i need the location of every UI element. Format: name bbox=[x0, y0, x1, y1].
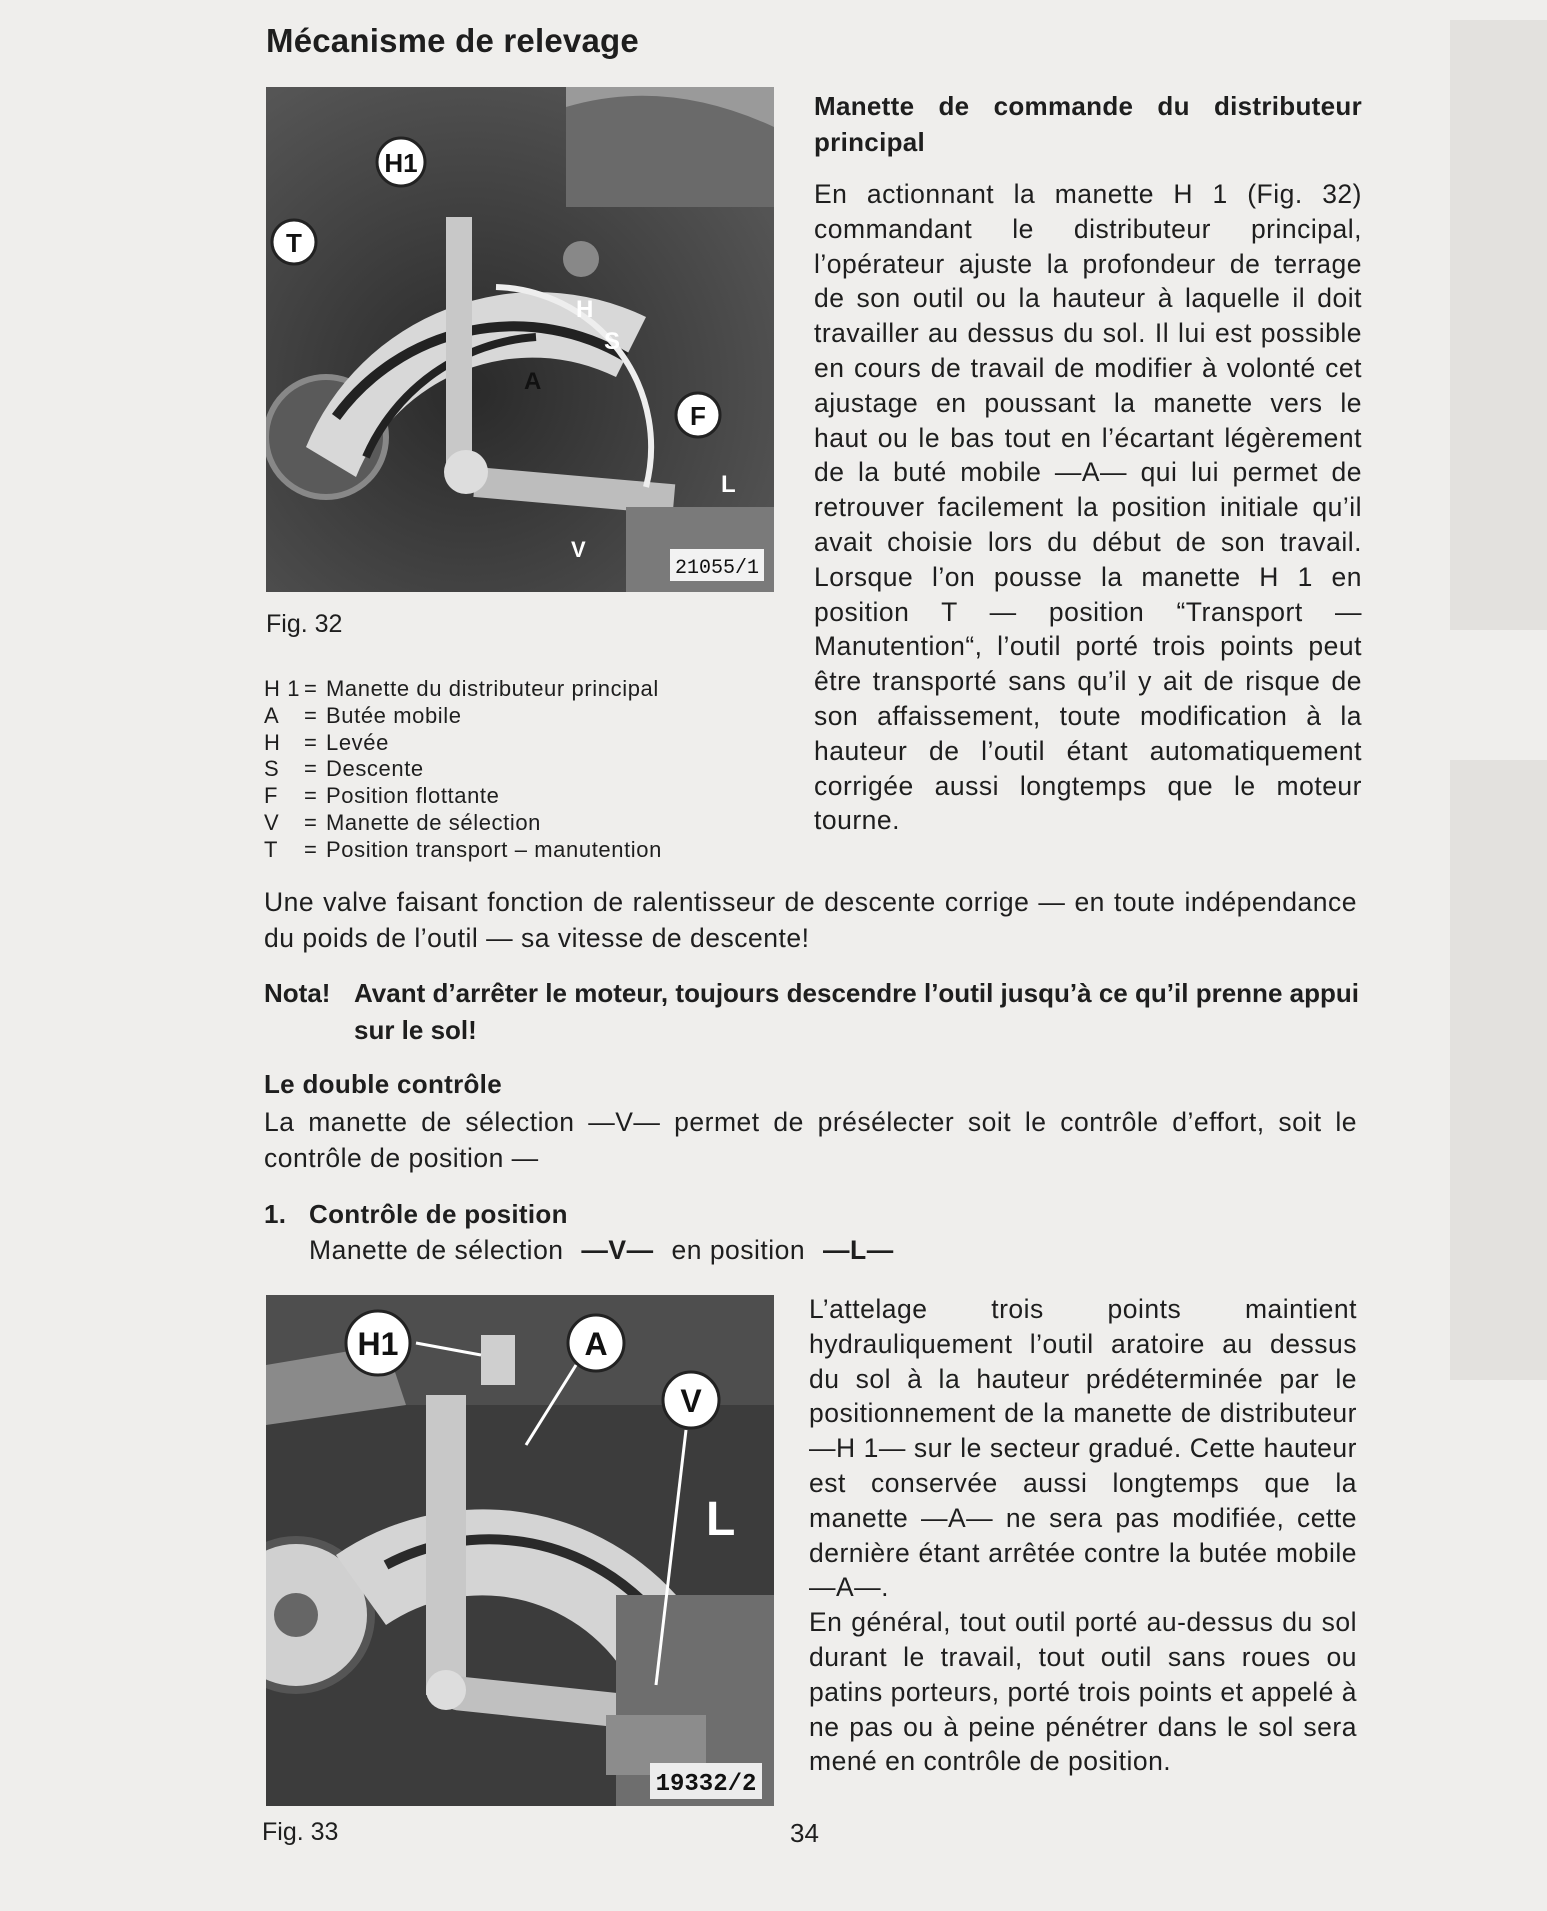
section-number: 1. bbox=[264, 1199, 287, 1229]
figure-32-caption: Fig. 32 bbox=[266, 610, 343, 638]
svg-text:L: L bbox=[706, 1493, 736, 1546]
svg-text:S: S bbox=[604, 328, 621, 355]
svg-text:A: A bbox=[524, 368, 542, 395]
double-controle-body: La manette de sélection —V— permet de présélecter soit le contrôle d’effort, soit le contrôle de position — bbox=[264, 1107, 1357, 1173]
nota-label: Nota! bbox=[264, 978, 331, 1008]
page-title: Mécanisme de relevage bbox=[266, 22, 639, 59]
controle-position-para2: En général, tout outil porté au-dessus du sol durant le travail, tout outil sans roues ou patins porteurs, porté trois points et appelé à ne pas ou à peine pénétrer dans le sol sera mené en contrôle de position. bbox=[809, 1607, 1357, 1777]
figure-33-photo bbox=[266, 1295, 774, 1806]
legend-row: H = Levée bbox=[264, 729, 389, 755]
svg-text:V: V bbox=[680, 1383, 702, 1419]
svg-text:F: F bbox=[690, 401, 706, 431]
legend-row: S = Descente bbox=[264, 756, 424, 782]
controle-position-heading: 1. Contrôle de position bbox=[264, 1196, 568, 1232]
svg-text:T: T bbox=[286, 228, 302, 258]
svg-text:H: H bbox=[576, 296, 594, 323]
figure-32-photo bbox=[266, 87, 774, 592]
section-heading: Manette de commande du distributeur principal bbox=[814, 91, 1362, 157]
figure-legend bbox=[264, 676, 662, 864]
figure-33-caption: Fig. 33 bbox=[262, 1818, 339, 1846]
page-bleed-bottom bbox=[1450, 760, 1547, 1380]
nota-text: Avant d’arrêter le moteur, toujours descendre l’outil jusqu’à ce qu’il prenne appui sur le sol! bbox=[354, 978, 1359, 1045]
double-controle-heading: Le double contrôle bbox=[264, 1069, 502, 1099]
svg-text:L: L bbox=[721, 471, 736, 498]
svg-text:H1: H1 bbox=[357, 1326, 399, 1362]
nota-block bbox=[264, 975, 1359, 1049]
selection-line: Manette de sélection —V— en position —L— bbox=[309, 1235, 894, 1265]
svg-text:V: V bbox=[571, 537, 586, 562]
legend-row: T = Position transport – manutention bbox=[264, 836, 662, 862]
photo-id-32: 21055/1 bbox=[674, 557, 760, 580]
svg-text:A: A bbox=[584, 1326, 608, 1362]
section-distributeur bbox=[814, 88, 1362, 838]
photo-id-33: 19332/2 bbox=[655, 1771, 757, 1798]
page-bleed-top bbox=[1450, 20, 1547, 630]
controle-position-para1: L’attelage trois points maintient hydrauliquement l’outil aratoire au dessus du sol à la hauteur prédéterminée par le positionnement de la manette de distributeur —H 1— sur le secteur gradué. Cette hauteur est conservée aussi longtemps que la manette —A— ne sera pas modifiée, cette dernière étant arrêtée contre la butée mobile —A—. bbox=[809, 1294, 1357, 1603]
legend-row: H 1 = Manette du distributeur principal bbox=[264, 676, 659, 701]
valve-paragraph: Une valve faisant fonction de ralentisseur de descente corrige — en toute indépendance du poids de l’outil — sa vitesse de descente! bbox=[264, 887, 1357, 953]
section-body: En actionnant la manette H 1 (Fig. 32) commandant le distributeur principal, l’opérateur ajuste la profondeur de terrage de son outil ou la hauteur à laquelle il doit travailler au dessus du sol. Il lui est possible en cours de travail de modifier à volonté cet ajustage en poussant la manette vers le haut ou le bas tout en l’écartant légèrement de la buté mobile —A— qui lui permet de retrouver facilement la position initiale qu’il avait choisie lors du début de son travail. Lorsque l’on pousse la manette H 1 en position T — position “Transport — Manutention“, l’outil porté trois points peut être transporté sans qu’il y ait de risque de son affaissement, toute modification à la hauteur de l’outil étant automatiquement corrigée aussi longtemps que le moteur tourne. bbox=[814, 179, 1362, 836]
legend-row: A = Butée mobile bbox=[264, 702, 462, 728]
legend-row: V = Manette de sélection bbox=[264, 809, 542, 835]
legend-row: F = Position flottante bbox=[264, 783, 500, 809]
page-number: 34 bbox=[790, 1818, 819, 1848]
svg-text:H1: H1 bbox=[384, 148, 418, 178]
controle-position-body bbox=[809, 1292, 1357, 1779]
